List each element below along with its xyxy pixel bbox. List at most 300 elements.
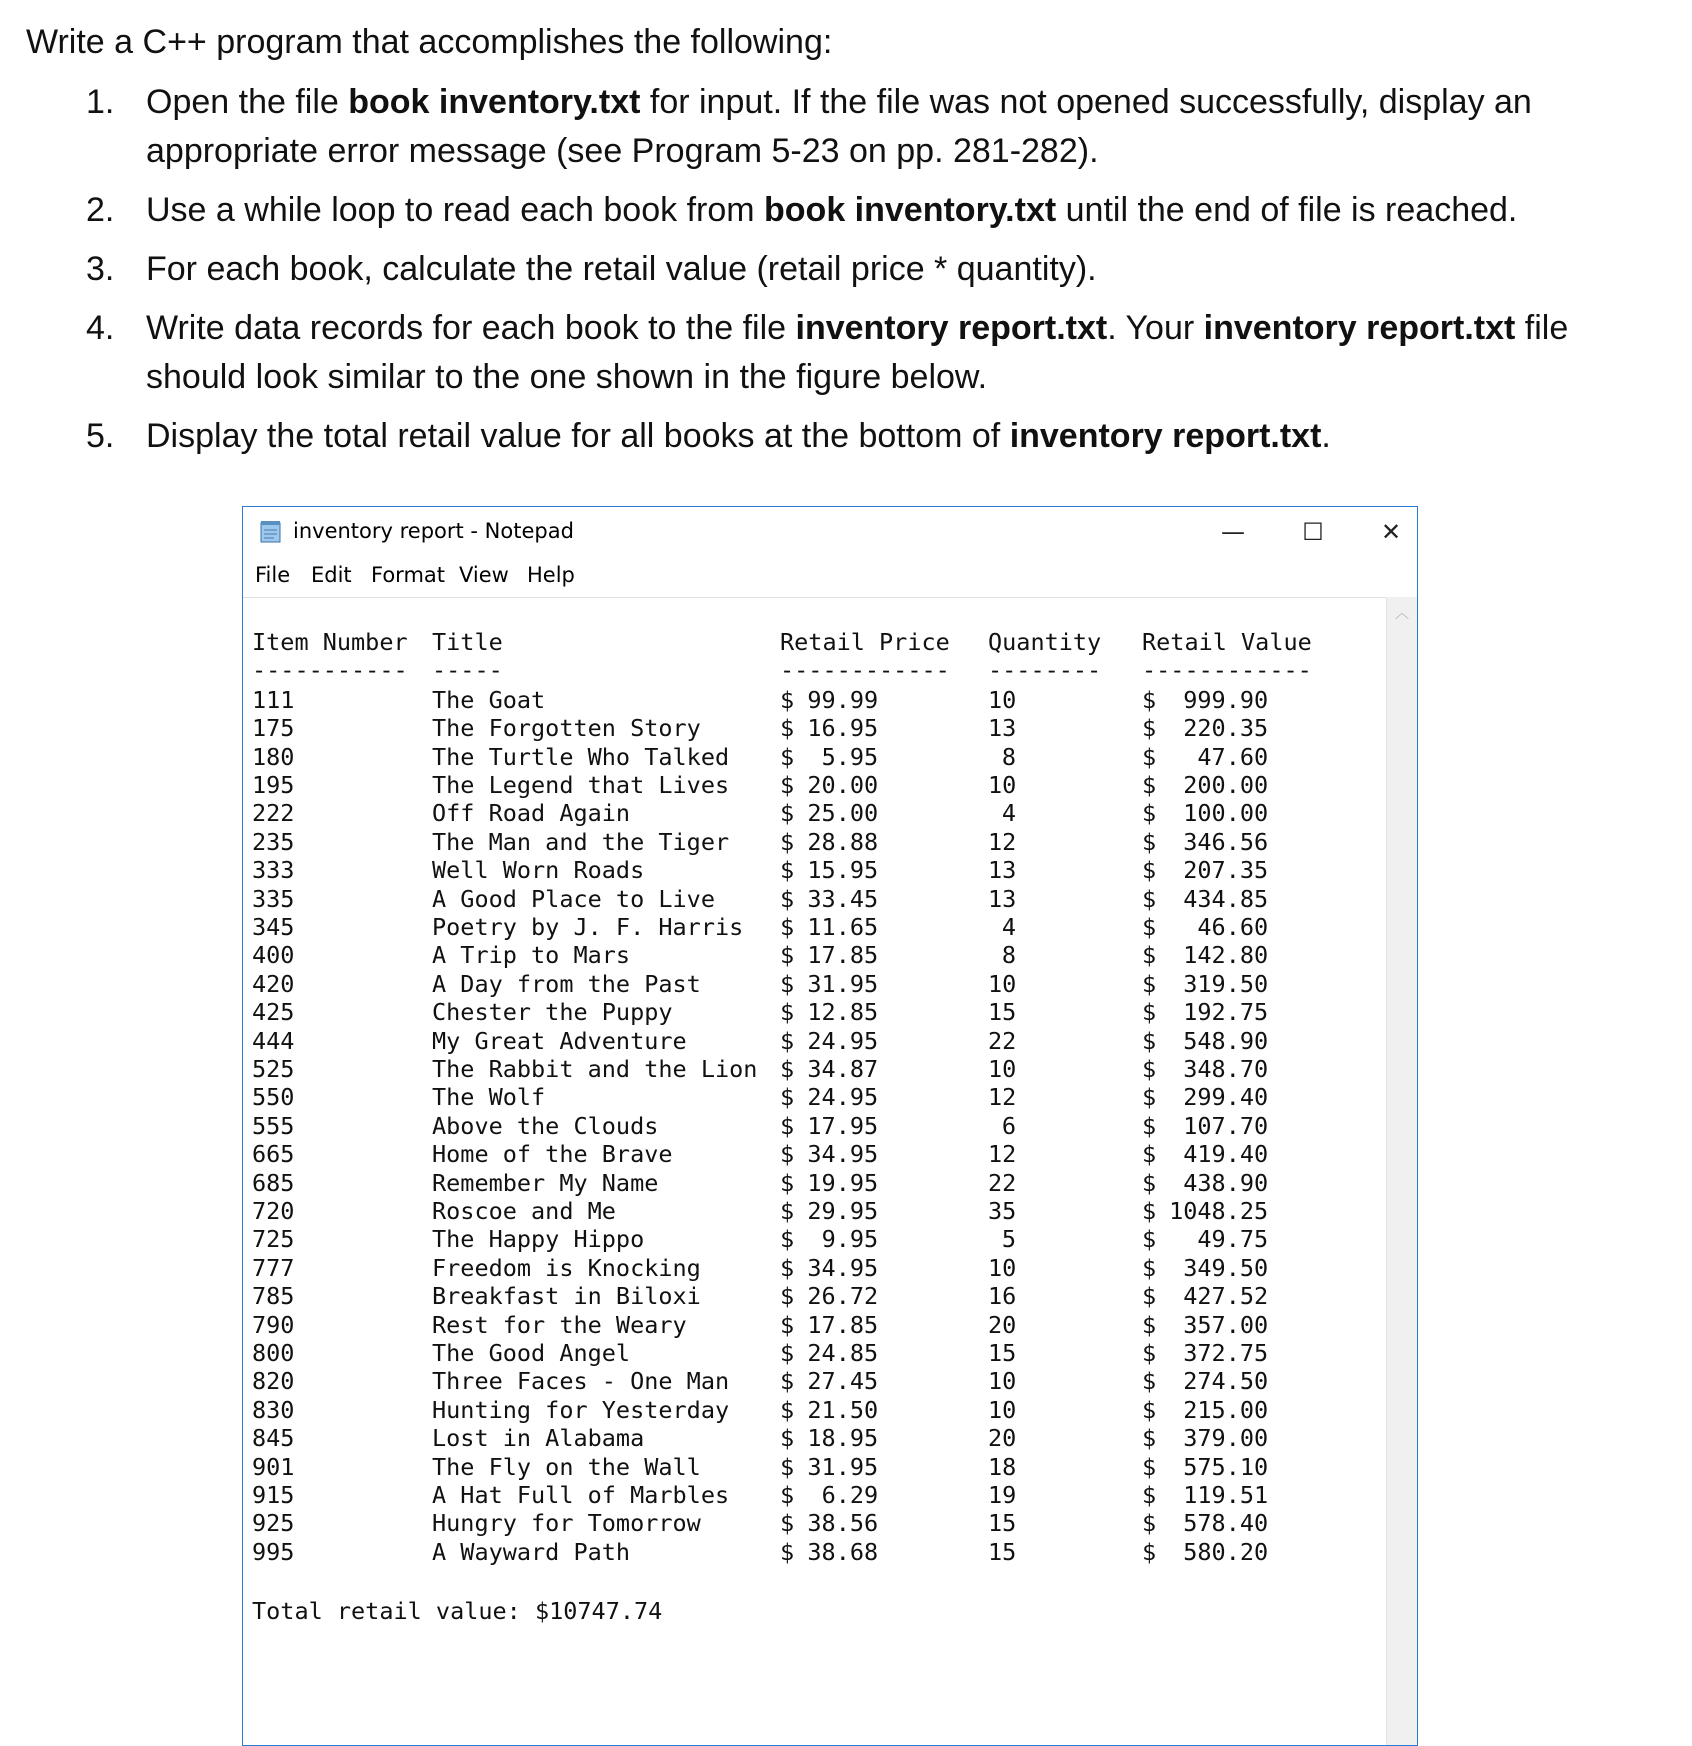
price-value: 18.95 <box>807 1424 879 1453</box>
retail-value-amount: 575.10 <box>1183 1452 1269 1481</box>
inventory-row <box>243 799 1387 830</box>
menu-help[interactable]: Help <box>527 563 575 587</box>
quantity <box>988 913 1016 941</box>
quantity <box>988 1339 1016 1367</box>
inventory-row <box>243 1027 1387 1058</box>
notepad-window <box>242 506 1418 1746</box>
retail-price <box>780 1339 878 1367</box>
retail-value-amount: 274.50 <box>1183 1367 1269 1396</box>
filename-text: inventory report.txt <box>1009 417 1322 455</box>
total-retail-value: Total retail value: $10747.74 <box>252 1596 663 1625</box>
item-number: 785 <box>252 1282 295 1311</box>
currency-sign: $ <box>780 1140 795 1169</box>
price-value: 25.00 <box>807 799 879 828</box>
currency-sign: $ <box>1142 1537 1157 1566</box>
currency-sign: $ <box>1142 1111 1157 1140</box>
currency-sign: $ <box>1142 827 1157 856</box>
currency-sign: $ <box>780 771 795 799</box>
retail-value <box>1142 998 1268 1026</box>
quantity <box>988 1140 1016 1168</box>
book-title: The Wolf <box>432 1083 546 1112</box>
menu-bar <box>243 557 1417 595</box>
task-text: Use a while loop to read each book from <box>146 191 765 229</box>
retail-value-amount: 100.00 <box>1183 799 1269 828</box>
retail-value <box>1142 1055 1268 1083</box>
quantity <box>988 714 1016 742</box>
menu-view[interactable]: View <box>459 563 509 587</box>
retail-price <box>780 1169 878 1197</box>
currency-sign: $ <box>780 1481 795 1509</box>
filename-text: book inventory.txt <box>764 191 1057 229</box>
retail-value-amount: 999.90 <box>1183 685 1269 714</box>
book-title: The Rabbit and the Lion <box>432 1055 758 1083</box>
retail-value-amount: 207.35 <box>1183 856 1269 885</box>
column-header: Title <box>432 628 503 656</box>
retail-value <box>1142 1538 1268 1566</box>
price-value: 38.56 <box>807 1509 879 1538</box>
retail-price <box>780 743 878 771</box>
quantity <box>988 1169 1016 1197</box>
column-header: Retail Value <box>1142 628 1312 656</box>
retail-value <box>1142 1225 1268 1253</box>
task-item <box>26 304 1666 402</box>
quantity <box>988 743 1016 771</box>
task-number: 2. <box>86 191 115 229</box>
price-value: 38.68 <box>807 1537 879 1566</box>
currency-sign: $ <box>1142 1395 1157 1424</box>
retail-price <box>780 1481 878 1509</box>
retail-value <box>1142 1254 1268 1282</box>
book-title: The Legend that Lives <box>432 771 730 799</box>
task-text: . Your <box>1107 309 1204 347</box>
item-number: 222 <box>252 799 295 828</box>
inventory-row <box>243 828 1387 859</box>
retail-price <box>780 1197 878 1225</box>
currency-sign: $ <box>1142 1367 1157 1396</box>
item-number: 425 <box>252 998 295 1027</box>
book-title: Remember My Name <box>432 1168 659 1197</box>
retail-price <box>780 1027 878 1055</box>
price-value: 12.85 <box>807 998 879 1027</box>
scroll-up-icon[interactable]: ︿ <box>1395 605 1409 621</box>
retail-value-amount: 548.90 <box>1183 1026 1269 1055</box>
retail-value <box>1142 799 1268 827</box>
price-value: 26.72 <box>807 1282 879 1311</box>
task-text: Open the file <box>146 83 349 121</box>
price-value: 34.87 <box>807 1055 879 1083</box>
currency-sign: $ <box>780 1083 795 1112</box>
quantity-value: 12 <box>988 1140 1017 1169</box>
inventory-row <box>243 1453 1387 1484</box>
retail-value <box>1142 1169 1268 1197</box>
currency-sign: $ <box>1142 884 1157 913</box>
retail-value <box>1142 1112 1268 1140</box>
inventory-row <box>243 1424 1387 1455</box>
retail-value-amount: 349.50 <box>1183 1253 1269 1282</box>
inventory-row <box>243 743 1387 774</box>
currency-sign: $ <box>780 1509 795 1538</box>
quantity-value: 20 <box>988 1424 1017 1453</box>
inventory-row <box>243 1254 1387 1285</box>
total-row <box>243 1597 1387 1628</box>
price-value: 27.45 <box>807 1367 879 1396</box>
book-title: A Day from the Past <box>432 969 701 998</box>
currency-sign: $ <box>1142 1168 1157 1197</box>
retail-price <box>780 714 878 742</box>
quantity <box>988 1424 1016 1452</box>
currency-sign: $ <box>780 1339 795 1367</box>
price-value: 28.88 <box>807 827 879 856</box>
retail-value-amount: 119.51 <box>1183 1481 1269 1509</box>
inventory-row <box>243 941 1387 972</box>
price-value: 29.95 <box>807 1197 879 1225</box>
book-title: Above the Clouds <box>432 1111 659 1140</box>
book-title: The Good Angel <box>432 1339 631 1367</box>
retail-value <box>1142 1027 1268 1055</box>
quantity-value: 13 <box>988 714 1017 743</box>
item-number: 195 <box>252 771 295 799</box>
book-title: The Man and the Tiger <box>432 827 730 856</box>
retail-value-amount: 220.35 <box>1183 714 1269 743</box>
retail-value-amount: 580.20 <box>1183 1537 1269 1566</box>
header-underline: ------------ <box>1142 656 1312 685</box>
retail-value-amount: 319.50 <box>1183 969 1269 998</box>
currency-sign: $ <box>1142 1140 1157 1169</box>
quantity-value: 10 <box>988 1367 1017 1396</box>
retail-value <box>1142 1481 1268 1509</box>
currency-sign: $ <box>780 1424 795 1453</box>
task-item <box>26 245 1666 294</box>
retail-value <box>1142 1197 1268 1225</box>
book-title: The Forgotten Story <box>432 714 701 743</box>
inventory-row <box>243 1169 1387 1200</box>
currency-sign: $ <box>1142 1452 1157 1481</box>
quantity-value: 15 <box>988 1339 1017 1367</box>
inventory-row <box>243 1509 1387 1540</box>
menu-file[interactable]: File <box>255 563 291 587</box>
quantity <box>988 998 1016 1026</box>
close-button[interactable]: ✕ <box>1380 518 1402 546</box>
currency-sign: $ <box>1142 1282 1157 1311</box>
retail-value <box>1142 771 1268 799</box>
book-title: The Happy Hippo <box>432 1225 645 1254</box>
price-value: 24.95 <box>807 1083 879 1112</box>
retail-price <box>780 771 878 799</box>
quantity-value: 20 <box>988 1310 1017 1339</box>
maximize-button[interactable]: ☐ <box>1302 518 1324 546</box>
retail-value <box>1142 856 1268 884</box>
currency-sign: $ <box>1142 1310 1157 1339</box>
quantity-value: 22 <box>988 1168 1017 1197</box>
book-title: Roscoe and Me <box>432 1197 616 1225</box>
retail-price <box>780 913 878 941</box>
retail-price <box>780 885 878 913</box>
column-header: Quantity <box>988 628 1102 656</box>
intro-line: Write a C++ program that accomplishes the following: <box>26 23 833 61</box>
task-number: 4. <box>86 309 115 347</box>
retail-value-amount: 379.00 <box>1183 1424 1269 1453</box>
quantity <box>988 856 1016 884</box>
retail-price <box>780 828 878 856</box>
retail-value-amount: 215.00 <box>1183 1395 1269 1424</box>
retail-value <box>1142 1083 1268 1111</box>
currency-sign: $ <box>1142 1055 1157 1083</box>
book-title: Lost in Alabama <box>432 1424 645 1453</box>
book-title: Freedom is Knocking <box>432 1253 701 1282</box>
quantity-value: 10 <box>988 1055 1017 1083</box>
retail-value <box>1142 686 1268 714</box>
quantity-value: 15 <box>988 998 1017 1027</box>
inventory-row <box>243 1311 1387 1342</box>
menu-format[interactable]: Format <box>371 563 446 587</box>
retail-value <box>1142 1339 1268 1367</box>
currency-sign: $ <box>780 1111 795 1140</box>
inventory-row <box>243 856 1387 887</box>
retail-value-amount: 299.40 <box>1183 1083 1269 1112</box>
currency-sign: $ <box>1142 1225 1157 1254</box>
inventory-row <box>243 1367 1387 1398</box>
retail-value <box>1142 970 1268 998</box>
currency-sign: $ <box>780 799 795 828</box>
column-header: Item Number <box>252 628 408 656</box>
price-value: 34.95 <box>807 1140 879 1169</box>
retail-value-amount: 46.60 <box>1197 913 1269 941</box>
quantity-value: 10 <box>988 1253 1017 1282</box>
quantity <box>988 799 1016 827</box>
task-text: . <box>1321 417 1331 455</box>
retail-value <box>1142 1396 1268 1424</box>
quantity <box>988 686 1016 714</box>
retail-value-amount: 107.70 <box>1183 1111 1269 1140</box>
currency-sign: $ <box>780 1452 795 1481</box>
retail-price <box>780 1367 878 1395</box>
currency-sign: $ <box>780 884 795 913</box>
task-item <box>26 412 1666 461</box>
quantity <box>988 1055 1016 1083</box>
currency-sign: $ <box>1142 1253 1157 1282</box>
retail-price <box>780 1140 878 1168</box>
book-title: Home of the Brave <box>432 1140 673 1169</box>
quantity-value: 12 <box>988 827 1017 856</box>
header-underline: ----- <box>432 656 503 685</box>
retail-value <box>1142 1424 1268 1452</box>
currency-sign: $ <box>780 1197 795 1225</box>
window-title: inventory report - Notepad <box>293 519 574 543</box>
price-value: 6.29 <box>821 1481 879 1509</box>
text-editor-area[interactable] <box>243 597 1387 1745</box>
quantity-value: 12 <box>988 1083 1017 1112</box>
item-number: 333 <box>252 856 295 885</box>
task-text: Write data records for each book to the file <box>146 309 796 347</box>
item-number: 720 <box>252 1197 295 1225</box>
book-title: Poetry by J. F. Harris <box>432 913 744 941</box>
price-value: 31.95 <box>807 1452 879 1481</box>
book-title: A Hat Full of Marbles <box>432 1481 730 1509</box>
retail-value-amount: 372.75 <box>1183 1339 1269 1367</box>
retail-price <box>780 998 878 1026</box>
book-title: Off Road Again <box>432 799 631 828</box>
item-number: 400 <box>252 941 295 970</box>
header-underline: ----------- <box>252 656 408 685</box>
quantity-value: 10 <box>988 969 1017 998</box>
task-list <box>26 78 1666 461</box>
retail-price <box>780 1112 878 1140</box>
quantity <box>988 1453 1016 1481</box>
retail-price <box>780 1254 878 1282</box>
currency-sign: $ <box>780 856 795 885</box>
price-value: 34.95 <box>807 1253 879 1282</box>
quantity-value: 18 <box>988 1452 1017 1481</box>
quantity-value: 16 <box>988 1282 1017 1311</box>
task-item <box>26 78 1666 176</box>
filename-text: inventory report.txt <box>1203 309 1516 347</box>
item-number: 420 <box>252 969 295 998</box>
book-title: The Turtle Who Talked <box>432 742 730 771</box>
item-number: 800 <box>252 1339 295 1367</box>
item-number: 995 <box>252 1537 295 1566</box>
retail-value <box>1142 1509 1268 1537</box>
inventory-row <box>243 1140 1387 1171</box>
retail-value-amount: 419.40 <box>1183 1140 1269 1169</box>
menu-edit[interactable]: Edit <box>311 563 352 587</box>
retail-value-amount: 427.52 <box>1183 1282 1269 1311</box>
price-value: 15.95 <box>807 856 879 885</box>
item-number: 777 <box>252 1253 295 1282</box>
item-number: 555 <box>252 1111 295 1140</box>
currency-sign: $ <box>780 1282 795 1311</box>
price-value: 19.95 <box>807 1168 879 1197</box>
quantity <box>988 1481 1016 1509</box>
task-text: Display the total retail value for all books at the bottom of <box>146 417 1010 455</box>
currency-sign: $ <box>780 1395 795 1424</box>
quantity <box>988 1509 1016 1537</box>
quantity-value: 13 <box>988 884 1017 913</box>
price-value: 17.95 <box>807 1111 879 1140</box>
quantity-value: 13 <box>988 856 1017 885</box>
retail-price <box>780 1424 878 1452</box>
book-title: My Great Adventure <box>432 1026 687 1055</box>
item-number: 725 <box>252 1225 295 1254</box>
price-value: 31.95 <box>807 969 879 998</box>
quantity-value: 10 <box>988 1395 1017 1424</box>
retail-value <box>1142 1282 1268 1310</box>
task-number: 3. <box>86 250 115 288</box>
currency-sign: $ <box>1142 742 1157 771</box>
item-number: 335 <box>252 884 295 913</box>
quantity-value: 8 <box>1001 742 1016 771</box>
header-underline: -------- <box>988 656 1102 685</box>
retail-value-amount: 192.75 <box>1183 998 1269 1027</box>
currency-sign: $ <box>780 1225 795 1254</box>
item-number: 845 <box>252 1424 295 1453</box>
price-value: 9.95 <box>821 1225 879 1254</box>
retail-price <box>780 970 878 998</box>
inventory-row <box>243 1339 1387 1370</box>
price-value: 11.65 <box>807 913 879 941</box>
retail-value-amount: 434.85 <box>1183 884 1269 913</box>
book-title: A Wayward Path <box>432 1537 631 1566</box>
retail-value <box>1142 885 1268 913</box>
book-title: Rest for the Weary <box>432 1310 687 1339</box>
item-number: 820 <box>252 1367 295 1396</box>
item-number: 665 <box>252 1140 295 1169</box>
retail-value-amount: 578.40 <box>1183 1509 1269 1538</box>
currency-sign: $ <box>780 685 795 714</box>
currency-sign: $ <box>1142 771 1157 799</box>
item-number: 180 <box>252 742 295 771</box>
retail-price <box>780 1396 878 1424</box>
price-value: 24.95 <box>807 1026 879 1055</box>
currency-sign: $ <box>1142 941 1157 970</box>
retail-price <box>780 856 878 884</box>
retail-value-amount: 142.80 <box>1183 941 1269 970</box>
currency-sign: $ <box>780 1310 795 1339</box>
quantity <box>988 885 1016 913</box>
task-text: until the end of file is reached. <box>1056 191 1518 229</box>
currency-sign: $ <box>1142 714 1157 743</box>
retail-value <box>1142 1367 1268 1395</box>
price-value: 17.85 <box>807 1310 879 1339</box>
price-value: 17.85 <box>807 941 879 970</box>
inventory-row <box>243 1396 1387 1427</box>
currency-sign: $ <box>1142 1509 1157 1538</box>
retail-price <box>780 1311 878 1339</box>
quantity <box>988 828 1016 856</box>
quantity-value: 4 <box>1001 799 1016 828</box>
currency-sign: $ <box>780 1026 795 1055</box>
book-title: The Fly on the Wall <box>432 1452 701 1481</box>
currency-sign: $ <box>780 1168 795 1197</box>
quantity <box>988 1254 1016 1282</box>
quantity <box>988 1083 1016 1111</box>
book-title: Hunting for Yesterday <box>432 1395 730 1424</box>
item-number: 235 <box>252 827 295 856</box>
quantity <box>988 1112 1016 1140</box>
item-number: 525 <box>252 1055 295 1083</box>
price-value: 21.50 <box>807 1395 879 1424</box>
inventory-row <box>243 714 1387 745</box>
quantity-value: 8 <box>1001 941 1016 970</box>
retail-price <box>780 686 878 714</box>
quantity-value: 35 <box>988 1197 1017 1225</box>
currency-sign: $ <box>780 969 795 998</box>
title-bar[interactable] <box>243 507 1417 557</box>
vertical-scrollbar[interactable] <box>1386 597 1417 1745</box>
currency-sign: $ <box>780 714 795 743</box>
currency-sign: $ <box>780 913 795 941</box>
item-number: 550 <box>252 1083 295 1112</box>
task-text: for input. If the file was not opened successfully, display an appropriate error message (see Program 5-23 on pp. 281-282). <box>146 83 1532 170</box>
retail-price <box>780 941 878 969</box>
inventory-row <box>243 970 1387 1001</box>
currency-sign: $ <box>1142 969 1157 998</box>
quantity-value: 19 <box>988 1481 1017 1509</box>
inventory-row <box>243 1282 1387 1313</box>
currency-sign: $ <box>1142 1481 1157 1509</box>
retail-value-amount: 1048.25 <box>1169 1197 1269 1225</box>
column-header: Retail Price <box>780 628 950 656</box>
retail-value-amount: 357.00 <box>1183 1310 1269 1339</box>
quantity <box>988 1027 1016 1055</box>
inventory-row <box>243 686 1387 717</box>
currency-sign: $ <box>780 742 795 771</box>
retail-value <box>1142 714 1268 742</box>
currency-sign: $ <box>1142 856 1157 885</box>
inventory-row <box>243 1225 1387 1256</box>
header-row <box>243 628 1387 659</box>
minimize-button[interactable]: — <box>1221 518 1245 546</box>
notepad-icon <box>259 520 283 544</box>
